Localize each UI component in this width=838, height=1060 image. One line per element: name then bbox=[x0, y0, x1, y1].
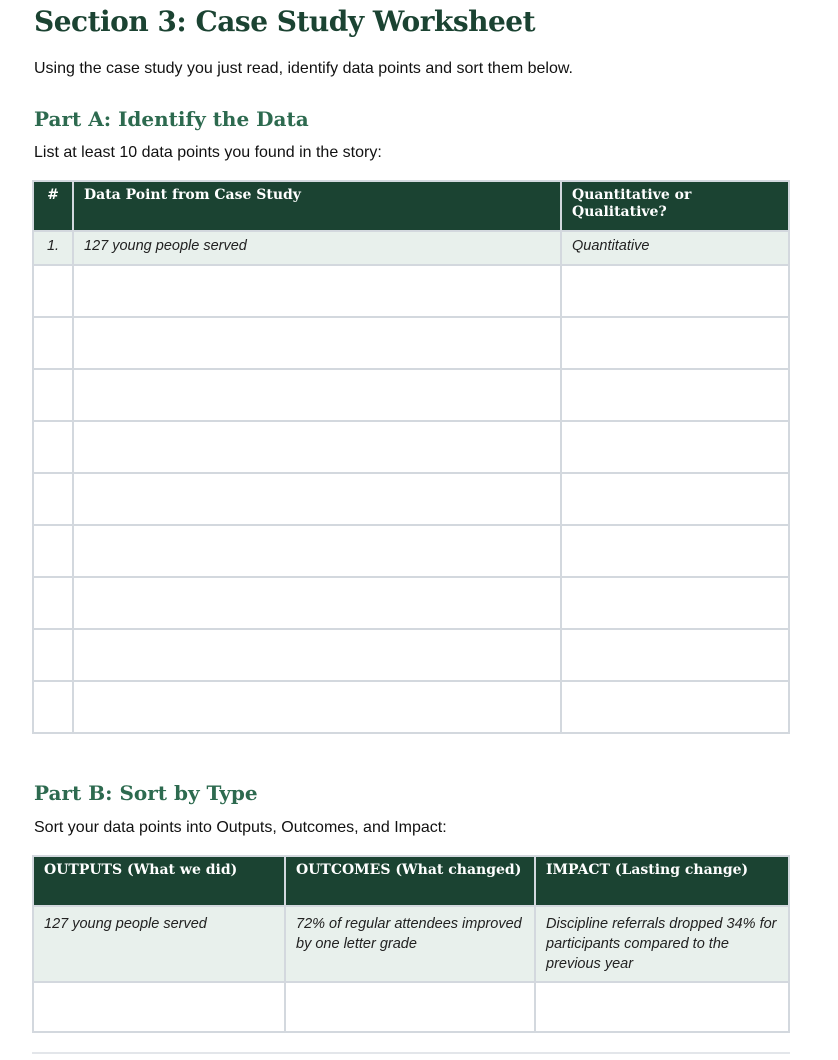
column-header-outcomes: OUTCOMES (What changed) bbox=[285, 856, 535, 906]
row-number bbox=[33, 317, 73, 369]
row-number bbox=[33, 369, 73, 421]
part-a-title: Part A: Identify the Data bbox=[34, 107, 309, 131]
type-cell[interactable] bbox=[561, 681, 789, 733]
type-cell[interactable] bbox=[561, 577, 789, 629]
data-point-cell[interactable]: 127 young people served bbox=[73, 231, 561, 265]
table-row bbox=[33, 473, 789, 525]
part-b-instruction: Sort your data points into Outputs, Outcomes, and Impact: bbox=[34, 819, 447, 836]
row-number bbox=[33, 421, 73, 473]
table-row bbox=[33, 577, 789, 629]
outcomes-cell[interactable] bbox=[285, 982, 535, 1032]
data-point-cell[interactable] bbox=[73, 629, 561, 681]
outcomes-cell[interactable]: 72% of regular attendees improved by one letter grade bbox=[285, 906, 535, 982]
data-point-cell[interactable] bbox=[73, 369, 561, 421]
data-point-cell[interactable] bbox=[73, 473, 561, 525]
table-row bbox=[33, 369, 789, 421]
impact-cell[interactable]: Discipline referrals dropped 34% for participants compared to the previous year bbox=[535, 906, 789, 982]
row-number bbox=[33, 577, 73, 629]
intro-text: Using the case study you just read, identify data points and sort them below. bbox=[34, 60, 573, 77]
table-row bbox=[33, 681, 789, 733]
table-row bbox=[33, 265, 789, 317]
type-cell[interactable] bbox=[561, 525, 789, 577]
type-cell[interactable] bbox=[561, 473, 789, 525]
table-row bbox=[33, 525, 789, 577]
row-number bbox=[33, 525, 73, 577]
outputs-cell[interactable] bbox=[33, 982, 285, 1032]
type-cell[interactable] bbox=[561, 317, 789, 369]
table-header-row bbox=[33, 856, 789, 906]
type-cell[interactable] bbox=[561, 369, 789, 421]
column-header-outputs: OUTPUTS (What we did) bbox=[33, 856, 285, 906]
type-cell[interactable] bbox=[561, 629, 789, 681]
column-header-impact: IMPACT (Lasting change) bbox=[535, 856, 789, 906]
table-row bbox=[33, 231, 789, 265]
data-points-table bbox=[32, 180, 790, 734]
table-row bbox=[33, 629, 789, 681]
impact-cell[interactable] bbox=[535, 982, 789, 1032]
row-number bbox=[33, 629, 73, 681]
table-row bbox=[33, 317, 789, 369]
table-header-row bbox=[33, 181, 789, 231]
data-point-cell[interactable] bbox=[73, 265, 561, 317]
page-title: Section 3: Case Study Worksheet bbox=[34, 5, 536, 38]
data-point-cell[interactable] bbox=[73, 317, 561, 369]
row-number: 1. bbox=[33, 231, 73, 265]
type-cell[interactable] bbox=[561, 421, 789, 473]
data-point-cell[interactable] bbox=[73, 421, 561, 473]
row-number bbox=[33, 473, 73, 525]
type-cell[interactable]: Quantitative bbox=[561, 231, 789, 265]
column-header-type: Quantitative or Qualitative? bbox=[561, 181, 789, 231]
data-point-cell[interactable] bbox=[73, 681, 561, 733]
column-header-data-point: Data Point from Case Study bbox=[73, 181, 561, 231]
table-row bbox=[33, 421, 789, 473]
table-row bbox=[33, 982, 789, 1032]
outputs-cell[interactable]: 127 young people served bbox=[33, 906, 285, 982]
part-b-title: Part B: Sort by Type bbox=[34, 781, 258, 805]
type-cell[interactable] bbox=[561, 265, 789, 317]
data-point-cell[interactable] bbox=[73, 577, 561, 629]
table-row bbox=[33, 906, 789, 982]
column-header-number: # bbox=[33, 181, 73, 231]
part-a-instruction: List at least 10 data points you found in the story: bbox=[34, 144, 382, 161]
data-point-cell[interactable] bbox=[73, 525, 561, 577]
sort-by-type-table bbox=[32, 855, 790, 1033]
row-number bbox=[33, 681, 73, 733]
row-number bbox=[33, 265, 73, 317]
footer-divider bbox=[32, 1052, 790, 1054]
